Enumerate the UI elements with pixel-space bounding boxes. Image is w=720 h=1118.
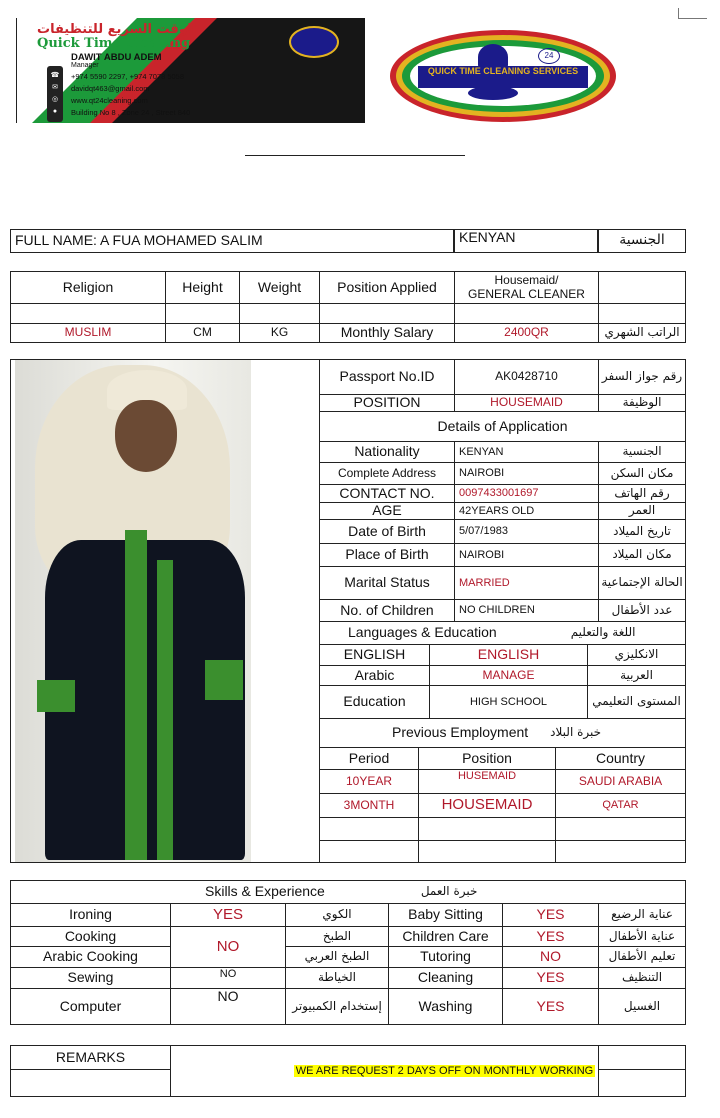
employment-empty-cell <box>418 840 556 863</box>
skill-arabic-ironing: الكوي <box>285 903 389 927</box>
details-value-children: NO CHILDREN <box>454 599 599 622</box>
details-label-marital: Marital Status <box>319 566 455 600</box>
identity-nationality-arabic: الجنسية <box>598 229 686 253</box>
summary-blank-cell <box>598 271 686 304</box>
card-phone: +974 5590 2297, +974 7078 5058 <box>71 72 185 81</box>
company-seal-icon <box>289 26 339 58</box>
religion-label: Religion <box>10 271 166 304</box>
skill-arabic-cooking: الطبخ <box>285 926 389 947</box>
skill-arabic-baby-sitting: عناية الرضيع <box>598 903 686 927</box>
employment-col-position: Position <box>418 747 556 770</box>
employment-empty-cell <box>319 817 419 841</box>
language-arabic-english: الانكليزي <box>587 644 686 666</box>
logo-text: QUICK TIME CLEANING SERVICES <box>418 66 588 88</box>
remarks-empty-cell <box>598 1045 686 1070</box>
location-icon: ● <box>52 108 58 115</box>
divider-line <box>245 155 465 156</box>
summary-empty-row <box>165 303 240 324</box>
skill-label-washing: Washing <box>388 988 503 1025</box>
business-card <box>16 18 365 123</box>
full-name: FULL NAME: A FUA MOHAMED SALIM <box>10 229 454 253</box>
card-website: www.qt24cleaning.com <box>71 96 148 105</box>
details-arabic-children: عدد الأطفال <box>598 599 686 622</box>
position-value: HOUSEMAID <box>454 394 599 412</box>
employment-col-country: Country <box>555 747 686 770</box>
language-label-arabic: Arabic <box>319 665 430 686</box>
employment-title-arabic: خبرة البلاد <box>550 725 602 740</box>
languages-header <box>319 621 686 645</box>
details-value-marital: MARRIED <box>454 566 599 600</box>
language-label-english: ENGLISH <box>319 644 430 666</box>
position-label: POSITION <box>319 394 455 412</box>
skill-label-baby-sitting: Baby Sitting <box>388 903 503 927</box>
details-arabic-pob: مكان الميلاد <box>598 543 686 567</box>
employment-period: 10YEAR <box>319 769 419 794</box>
skill-value-tutoring: NO <box>502 946 599 968</box>
details-value-dob: 5/07/1983 <box>454 519 599 544</box>
details-arabic-marital: الحالة الإجتماعية <box>598 566 686 600</box>
skill-value-cooking: NO <box>170 926 286 968</box>
skill-value-sewing: NO <box>170 967 286 989</box>
summary-empty-row <box>319 303 455 324</box>
employment-period: 3MONTH <box>319 793 419 818</box>
monthly-salary-value: 2400QR <box>454 323 599 343</box>
skill-value-washing: YES <box>502 988 599 1025</box>
globe-icon: ◎ <box>51 96 59 103</box>
details-section-title: Details of Application <box>319 411 686 442</box>
education-label: Education <box>319 685 430 719</box>
skill-value-children-care: YES <box>502 926 599 947</box>
passport-label: Passport No.ID <box>319 359 455 395</box>
details-value-pob: NAIROBI <box>454 543 599 567</box>
religion-value: MUSLIM <box>10 323 166 343</box>
skill-label-computer: Computer <box>10 988 171 1025</box>
skill-arabic-cleaning: التنظيف <box>598 967 686 989</box>
language-arabic-arabic: العربية <box>587 665 686 686</box>
phone-icon: ☎ <box>50 72 60 79</box>
skill-arabic-tutoring: تعليم الأطفال <box>598 946 686 968</box>
logo-badge: 24 <box>538 48 560 64</box>
email-icon: ✉ <box>52 84 58 91</box>
education-arabic: المستوى التعليمي <box>587 685 686 719</box>
skill-label-tutoring: Tutoring <box>388 946 503 968</box>
skills-title-arabic: خبرة العمل <box>420 884 478 899</box>
details-value-contact: 0097433001697 <box>454 484 599 503</box>
remarks-text: WE ARE REQUEST 2 DAYS OFF ON MONTHLY WORKING <box>295 1064 594 1077</box>
details-label-age: AGE <box>319 502 455 520</box>
details-arabic-address: مكان السكن <box>598 462 686 485</box>
details-value-age: 42YEARS OLD <box>454 502 599 520</box>
details-label-children: No. of Children <box>319 599 455 622</box>
skills-header <box>10 880 686 904</box>
language-value-arabic: MANAGE <box>429 665 588 686</box>
company-name-arabic: الوقت السريع للتنظيفات <box>37 22 197 37</box>
employment-empty-cell <box>319 840 419 863</box>
position-applied-label: Position Applied <box>319 271 455 304</box>
card-email: davidqt463@gmail.com <box>71 84 150 93</box>
skills-title: Skills & Experience <box>205 883 325 900</box>
skill-arabic-arabic-cooking: الطبخ العربي <box>285 946 389 968</box>
summary-empty-row <box>239 303 320 324</box>
skill-label-arabic-cooking: Arabic Cooking <box>10 946 171 968</box>
summary-empty-row <box>454 303 599 324</box>
crop-mark-top-right <box>678 8 707 19</box>
height-value: CM <box>165 323 240 343</box>
remarks-empty-cell <box>598 1069 686 1097</box>
position-applied-value: Housemaid/ GENERAL CLEANER <box>454 271 599 304</box>
weight-label: Weight <box>239 271 320 304</box>
summary-empty-row <box>10 303 166 324</box>
employment-position: HUSEMAID <box>418 769 556 794</box>
skill-label-cooking: Cooking <box>10 926 171 947</box>
details-label-dob: Date of Birth <box>319 519 455 544</box>
skill-value-baby-sitting: YES <box>502 903 599 927</box>
employment-header <box>319 718 686 748</box>
monthly-salary-arabic: الراتب الشهري <box>598 323 686 343</box>
manager-name: DAWIT ABDU ADEM <box>71 52 162 63</box>
company-name: Quick Time Cleaning <box>37 36 191 51</box>
skill-value-computer: NO <box>170 988 286 1025</box>
languages-title-arabic: اللغة والتعليم <box>570 625 636 640</box>
monthly-salary-label: Monthly Salary <box>319 323 455 343</box>
card-address: Building No 8 , Zone 24 , Street 840 <box>71 108 191 117</box>
details-arabic-contact: رقم الهاتف <box>598 484 686 503</box>
skill-value-cleaning: YES <box>502 967 599 989</box>
skill-label-sewing: Sewing <box>10 967 171 989</box>
details-value-nationality: KENYAN <box>454 441 599 463</box>
passport-value: AK0428710 <box>454 359 599 395</box>
details-arabic-dob: تاريخ الميلاد <box>598 519 686 544</box>
summary-empty-row <box>598 303 686 324</box>
details-value-address: NAIROBI <box>454 462 599 485</box>
skill-arabic-children-care: عناية الأطفال <box>598 926 686 947</box>
skill-label-cleaning: Cleaning <box>388 967 503 989</box>
remarks-empty-cell <box>10 1069 171 1097</box>
skill-arabic-washing: الغسيل <box>598 988 686 1025</box>
employment-country: QATAR <box>555 793 686 818</box>
employment-country: SAUDI ARABIA <box>555 769 686 794</box>
skill-label-children-care: Children Care <box>388 926 503 947</box>
language-value-english: ENGLISH <box>429 644 588 666</box>
employment-empty-cell <box>555 840 686 863</box>
details-arabic-nationality: الجنسية <box>598 441 686 463</box>
details-label-pob: Place of Birth <box>319 543 455 567</box>
weight-value: KG <box>239 323 320 343</box>
employment-empty-cell <box>418 817 556 841</box>
skill-value-ironing: YES <box>170 903 286 927</box>
manager-role: Manager <box>71 62 99 69</box>
identity-nationality: KENYAN <box>454 229 598 253</box>
skill-arabic-computer: إستخدام الكمبيوتر <box>285 988 389 1025</box>
languages-title: Languages & Education <box>348 624 497 641</box>
position-arabic: الوظيفة <box>598 394 686 412</box>
company-logo <box>390 30 616 122</box>
details-label-contact: CONTACT NO. <box>319 484 455 503</box>
details-label-nationality: Nationality <box>319 441 455 463</box>
skill-arabic-sewing: الخياطة <box>285 967 389 989</box>
details-label-address: Complete Address <box>319 462 455 485</box>
education-value: HIGH SCHOOL <box>429 685 588 719</box>
employment-col-period: Period <box>319 747 419 770</box>
employment-empty-cell <box>555 817 686 841</box>
applicant-photo <box>15 360 251 862</box>
remarks-label: REMARKS <box>10 1045 171 1070</box>
remarks-text-cell <box>170 1045 599 1097</box>
employment-position: HOUSEMAID <box>418 793 556 818</box>
details-arabic-age: العمر <box>598 502 686 520</box>
height-label: Height <box>165 271 240 304</box>
skill-label-ironing: Ironing <box>10 903 171 927</box>
employment-title: Previous Employment <box>392 724 529 741</box>
passport-arabic: رقم جواز السفر <box>598 359 686 395</box>
